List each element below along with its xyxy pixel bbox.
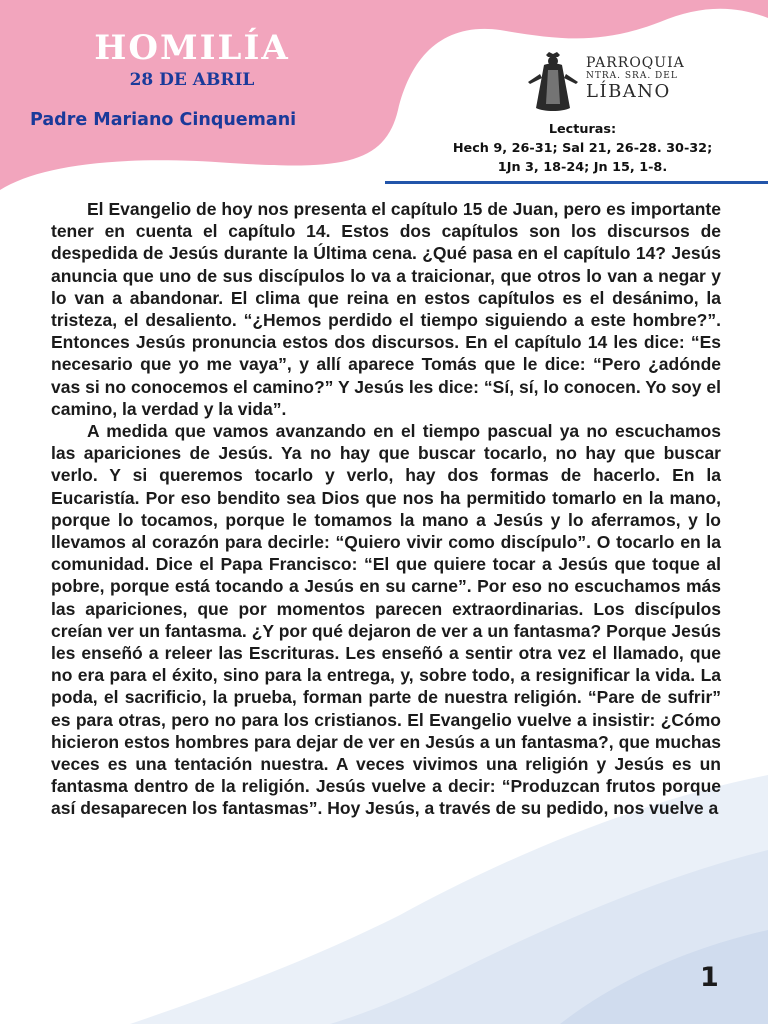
logo-line-ntra-sra: NTRA. SRA. DEL xyxy=(586,71,678,81)
readings-line-1: Hech 9, 26-31; Sal 21, 26-28. 30-32; xyxy=(452,141,713,156)
header-divider xyxy=(385,181,768,184)
readings-block xyxy=(420,120,745,177)
page-title: HOMILÍA xyxy=(94,28,290,68)
readings-line-2: 1Jn 3, 18-24; Jn 15, 1-8. xyxy=(497,160,668,175)
paragraph: El Evangelio de hoy nos presenta el capítulo 15 de Juan, pero es importante tener en cuenta el capítulo 14. Estos dos capítulos son los discursos de despedida de Jesús durante la Última cena. ¿Qué pasa en el capítulo 14? Jesús anuncia que uno de sus discípulos lo va a traicionar, que otros lo van a negar y lo van a abandonar. El clima que reina en estos capítulos es el desánimo, la tristeza, el desaliento. “¿Hemos perdido el tiempo siguiendo a este hombre?”. Entonces Jesús pronuncia estos dos discursos. En el capítulo 14 les dice: “Es necesario que yo me vaya”, y allí aparece Tomás que le dice: “Pero ¿adónde vas si no conocemos el camino?” Y Jesús les dice: “Sí, sí, lo conocen. Yo soy el camino, la verdad y la vida”. xyxy=(51,199,721,419)
logo-line-parroquia: PARROQUIA xyxy=(586,55,685,71)
author-name: Padre Mariano Cinquemani xyxy=(30,110,297,130)
homily-body xyxy=(51,198,721,820)
parish-logo-text xyxy=(586,56,686,101)
virgin-statue-icon xyxy=(522,52,584,114)
logo-line-libano: LÍBANO xyxy=(586,81,671,102)
date-label: 28 DE ABRIL xyxy=(129,70,255,90)
paragraph: A medida que vamos avanzando en el tiempo pascual ya no escuchamos las apariciones de Jesús. Ya no hay que buscar tocarlo, no hay que buscar verlo. Y si queremos tocarlo y verlo, hay dos formas de hacerlo. En la Eucaristía. Por eso bendito sea Dios que nos ha permitido tomarlo en la mano, porque lo tocamos, porque le tomamos la mano a Jesús y lo aferramos, y lo llevamos al corazón para decirle: “Quiero vivir como discípulo”. O tocarlo en la comunidad. Dice el Papa Francisco: “El que quiere tocar a Jesús que toque al pobre, porque está tocando a Jesús en su carne”. Por eso no escuchamos más las apariciones, que por momentos parecen extraordinarias. Los discípulos creían ver un fantasma. ¿Y por qué dejaron de ver a un fantasma? Porque Jesús les enseñó a releer las Escrituras. Les enseñó a sentir otra vez el llamado, que no era para el éxito, sino para la entrega, y, sobre todo, a resignificar la vida. La poda, el sacrificio, la prueba, forman parte de nuestra religión. “Pare de sufrir” es para otras, pero no para los cristianos. El Evangelio vuelve a insistir: ¿Cómo hicieron estos hombres para dejar de ver en Jesús a un fantasma?, que muchas veces es una tentación nuestra. A veces vivimos una religión y Jesús es un fantasma dentro de la religión. Jesús vuelve a decir: “Produzcan frutos porque así desaparecen los fantasmas”. Hoy Jesús, a través de su pedido, nos vuelve a xyxy=(51,421,721,819)
readings-label: Lecturas: xyxy=(548,122,617,137)
page-number: 1 xyxy=(700,962,719,993)
